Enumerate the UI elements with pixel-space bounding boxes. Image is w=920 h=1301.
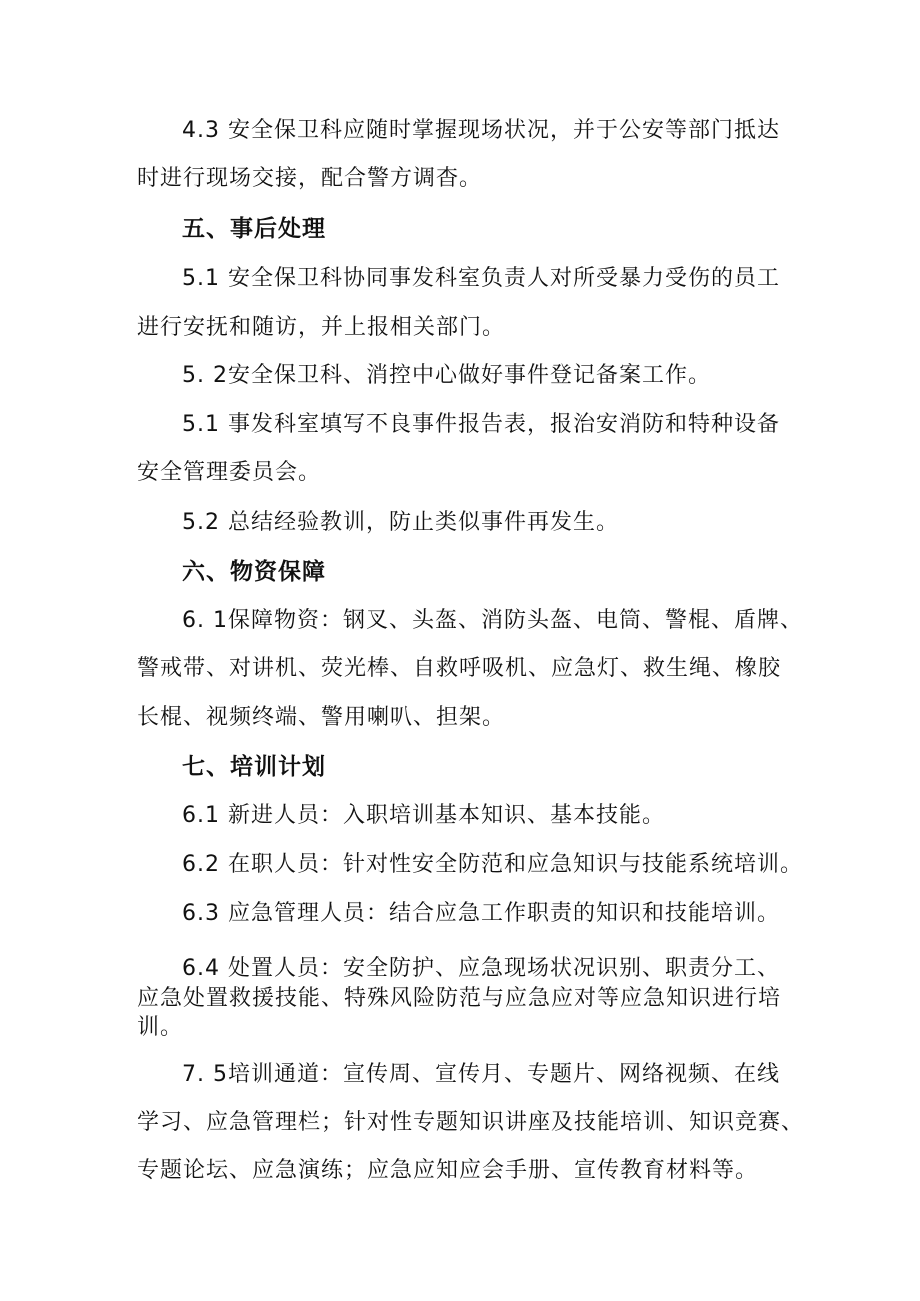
paragraph-training-7-5-line-3: 专题论坛、应急演练；应急应知应会手册、宣传教育材料等。 (137, 1158, 759, 1183)
paragraph-6-1-line-3: 长棍、视频终端、警用喇叭、担架。 (137, 705, 506, 730)
paragraph-training-6-1: 6.1 新进人员：入职培训基本知识、基本技能。 (182, 803, 665, 828)
section-heading-5: 五、事后处理 (182, 216, 326, 242)
paragraph-5-2b: 5.2 总结经验教训，防止类似事件再发生。 (182, 510, 619, 535)
paragraph-6-1-line-2: 警戒带、对讲机、荧光棒、自救呼吸机、应急灯、救生绳、橡胶 (137, 656, 782, 681)
paragraph-training-6-4-line-1: 6.4 处置人员：安全防护、应急现场状况识别、职责分工、 (182, 956, 780, 981)
paragraph-training-7-5-line-2: 学习、应急管理栏；针对性专题知识讲座及技能培训、知识竞赛、 (137, 1110, 805, 1135)
paragraph-training-6-4-line-3: 训。 (137, 1015, 184, 1040)
paragraph-training-7-5-line-1: 7. 5培训通道：宣传周、宣传月、专题片、网络视频、在线 (182, 1062, 780, 1087)
paragraph-training-6-4-line-2: 应急处置救援技能、特殊风险防范与应急应对等应急知识进行培 (137, 986, 782, 1011)
paragraph-5-1-line-1: 5.1 安全保卫科协同事发科室负责人对所受暴力受伤的员工 (182, 266, 780, 291)
paragraph-4-3-line-1: 4.3 安全保卫科应随时掌握现场状况，并于公安等部门抵达 (182, 118, 780, 143)
paragraph-5-1b-line-1: 5.1 事发科室填写不良事件报告表，报治安消防和特种设备 (182, 412, 780, 437)
paragraph-6-1-line-1: 6. 1保障物资：钢叉、头盔、消防头盔、电筒、警棍、盾牌、 (182, 608, 803, 633)
paragraph-4-3-line-2: 时进行现场交接，配合警方调杳。 (137, 166, 483, 191)
paragraph-training-6-3: 6.3 应急管理人员：结合应急工作职责的知识和技能培训。 (182, 901, 780, 926)
section-heading-6: 六、物资保障 (182, 559, 326, 585)
section-heading-7: 七、培训计划 (182, 754, 326, 780)
paragraph-5-1b-line-2: 安全管理委员会。 (137, 460, 322, 485)
paragraph-5-1-line-2: 进行安抚和随访，并上报相关部门。 (137, 315, 506, 340)
paragraph-training-6-2: 6.2 在职人员：针对性安全防范和应急知识与技能系统培训。 (182, 852, 803, 877)
paragraph-5-2: 5. 2安全保卫科、消控中心做好事件登记备案工作。 (182, 363, 711, 388)
